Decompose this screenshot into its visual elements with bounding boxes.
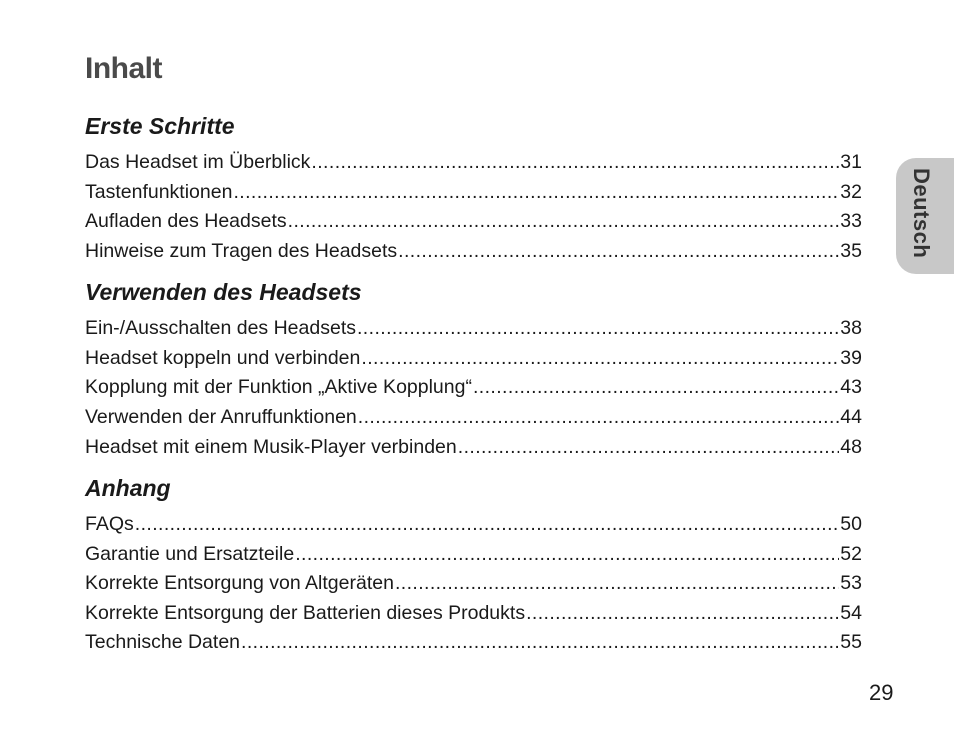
toc-leader (241, 629, 839, 655)
section-heading-anhang: Anhang (85, 475, 171, 501)
toc-entry[interactable] (85, 541, 862, 567)
toc-entry[interactable] (85, 434, 862, 460)
toc-entry-label: FAQs (85, 513, 134, 535)
toc-entry[interactable] (85, 600, 862, 626)
toc-leader (233, 179, 839, 205)
toc-entry-page: 48 (840, 436, 862, 458)
toc-entry[interactable] (85, 374, 862, 400)
toc-entry-page: 43 (840, 376, 862, 398)
toc-leader (473, 374, 839, 400)
toc-entry-label: Technische Daten (85, 631, 241, 653)
toc-leader (135, 511, 840, 537)
toc-entry-page: 35 (840, 240, 862, 262)
toc-entry-page: 32 (840, 181, 862, 203)
page-number: 29 (869, 680, 894, 705)
toc-entry-label: Garantie und Ersatzteile (85, 543, 295, 565)
toc-leader (288, 208, 840, 234)
toc-entry[interactable] (85, 511, 862, 537)
toc-entry-page: 53 (840, 572, 862, 594)
toc-leader (458, 434, 840, 460)
toc-entry[interactable] (85, 404, 862, 430)
toc-leader (398, 238, 839, 264)
toc-leader (361, 345, 839, 371)
toc-entry-page: 31 (840, 151, 862, 173)
toc-entry-page: 52 (840, 543, 862, 565)
toc-entry-page: 55 (840, 631, 862, 653)
toc-entry-page: 38 (840, 317, 862, 339)
toc-entry[interactable] (85, 208, 862, 234)
page-title: Inhalt (85, 52, 162, 85)
toc-leader (526, 600, 839, 626)
toc-leader (395, 570, 839, 596)
toc-entry-label: Korrekte Entsorgung der Batterien dieses Produkts (85, 602, 526, 624)
toc-leader (311, 149, 839, 175)
toc-entry-page: 44 (840, 406, 862, 428)
toc-leader (357, 315, 839, 341)
toc-entry-label: Hinweise zum Tragen des Headsets (85, 240, 398, 262)
toc-leader (295, 541, 839, 567)
toc-entry-label: Ein-/Ausschalten des Headsets (85, 317, 356, 339)
toc-entry[interactable] (85, 238, 862, 264)
section-heading-erste-schritte: Erste Schritte (85, 113, 235, 139)
toc-entry-page: 50 (840, 513, 862, 535)
toc-entry-label: Kopplung mit der Funktion „Aktive Kopplung“ (85, 376, 472, 398)
toc-entry-label: Korrekte Entsorgung von Altgeräten (85, 572, 394, 594)
toc-leader (358, 404, 840, 430)
toc-entry-page: 33 (840, 210, 862, 232)
toc-entry-label: Das Headset im Überblick (85, 151, 311, 173)
toc-entry-label: Tastenfunktionen (85, 181, 233, 203)
section-heading-verwenden: Verwenden des Headsets (85, 279, 362, 305)
toc-entry-label: Headset mit einem Musik-Player verbinden (85, 436, 457, 458)
language-tab-label: Deutsch (909, 168, 934, 259)
toc-entry[interactable] (85, 345, 862, 371)
toc-entry[interactable] (85, 149, 862, 175)
toc-entry[interactable] (85, 179, 862, 205)
toc-entry-label: Verwenden der Anruffunktionen (85, 406, 357, 428)
toc-entry[interactable] (85, 629, 862, 655)
toc-entry-label: Aufladen des Headsets (85, 210, 287, 232)
toc-entry-page: 39 (840, 347, 862, 369)
toc-entry[interactable] (85, 570, 862, 596)
toc-entry[interactable] (85, 315, 862, 341)
toc-entry-page: 54 (840, 602, 862, 624)
toc-entry-label: Headset koppeln und verbinden (85, 347, 361, 369)
